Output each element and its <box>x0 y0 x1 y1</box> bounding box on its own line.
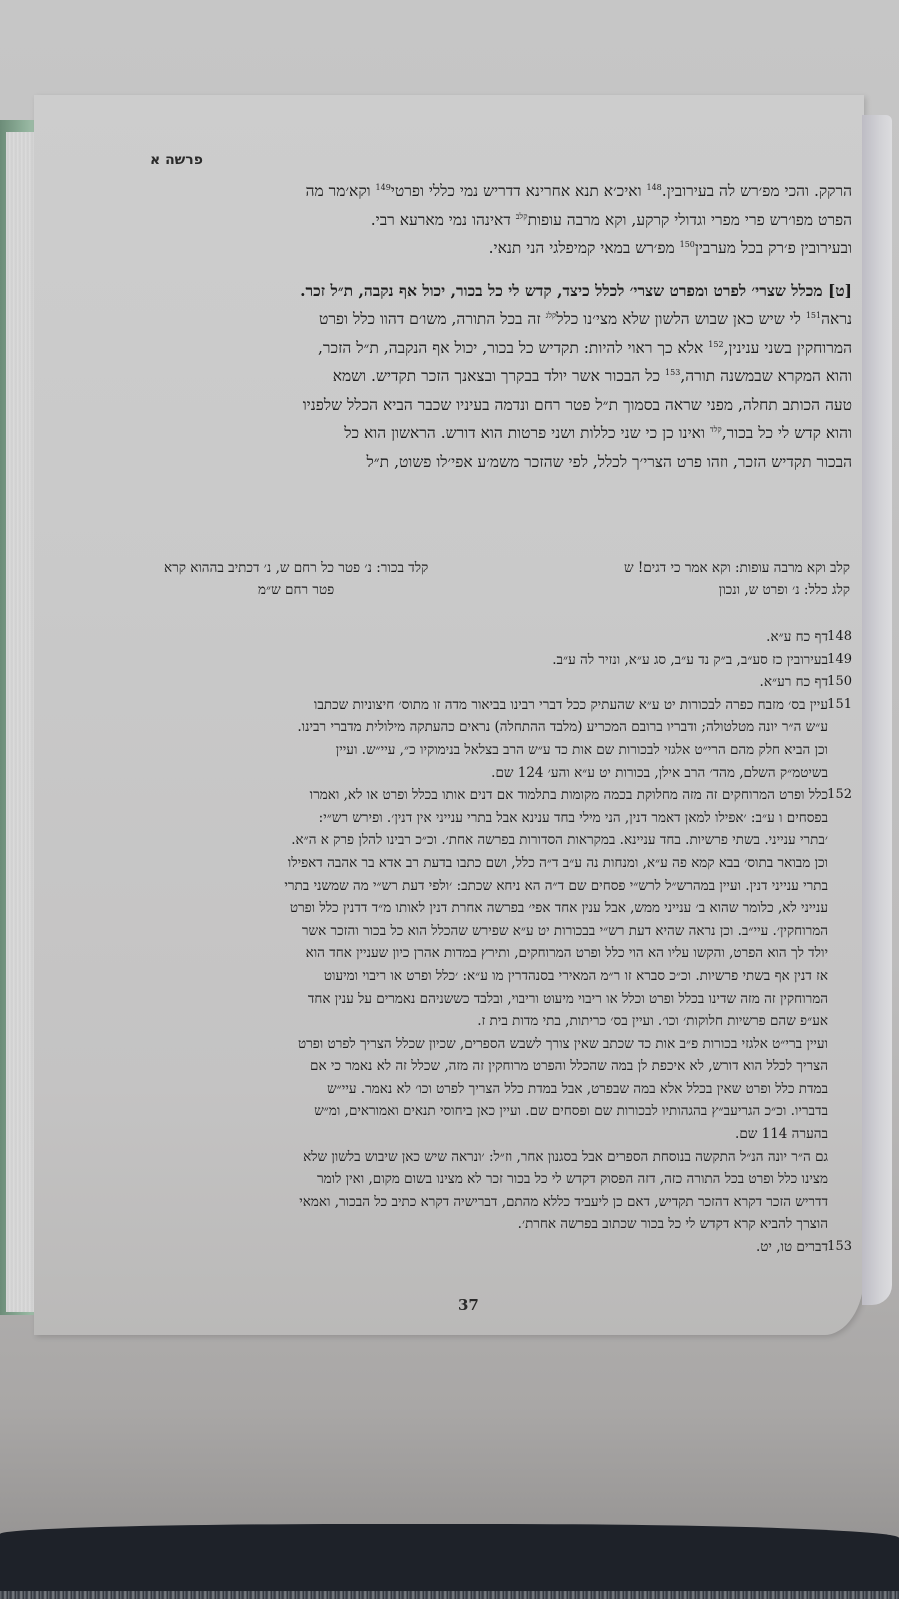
text-span: והוא קדש לי כל בכור, <box>721 424 852 442</box>
text-span: הפרט מפו׳רש פרי מפרי וגדולי קרקע, וקא מרבה עופות <box>527 210 852 229</box>
footnote-line: אז דנין אף בשתי פרשיות. וכ״כ סברא זו ר״מ המאירי בסנהדרין מו ע״א: ׳כלל ופרט או ריבוי ומיעוט <box>323 967 828 984</box>
text-span: זה בכל התורה, משו׳ם דהוו כלל ופרט <box>318 310 546 328</box>
footnote-line: דף כח ע״א. <box>766 629 828 645</box>
footnote-line: בשיטמ״ק השלם, מהד׳ הרב אילן, בכורות יט ע״א והע׳ 124 שם. <box>491 764 828 781</box>
margin-notes-left <box>164 557 428 601</box>
footnote-148 <box>150 626 852 649</box>
footnote-number: 150 <box>827 674 852 690</box>
footnote-line: אע״פ שהם פרשיות חלוקות׳ וכו׳. ועיין בס׳ כריתות, בתי מדות בית ז. <box>477 1013 828 1030</box>
page-stack-edge <box>6 132 36 1312</box>
footnote-number: 152 <box>827 787 852 803</box>
footnote-line: יולד לך הוא הפרט, והקשו עליו הא הוי כלל ופרט המרוחקים, ותירץ במדות אהרן כיון שעניין אחד הוא <box>305 945 828 962</box>
footnote-ref[interactable]: 150 <box>679 239 695 249</box>
main-paragraph-2-line-4 <box>108 362 852 391</box>
footnote-line: בדבריו. וכ״כ הגריעב״ץ בהגהותיו לבכורות שם ופסחים שם. ועיין כאן ביחוסי תנאים ואמוראים, ומ״ש <box>314 1103 828 1120</box>
footnote-line: וכן הביא חלק מהם הרי״ט אלגזי לבכורות שם אות כד ע״ש הרב בצלאל בנימוקיו כ״, עיי״ש. ועיין <box>335 741 828 758</box>
text-span: דאינהו נמי מארעא רבי. <box>370 210 516 229</box>
text-span: ואיכ׳א תנא אחרינא דדריש נמי כללי ופרטי <box>390 182 647 200</box>
text-span: מפ׳רש במאי קמיפלגי הני תנאי. <box>488 239 680 257</box>
footnote-ref[interactable]: 152 <box>708 339 724 349</box>
footnote-line: בהערה 114 שם. <box>735 1126 828 1143</box>
margin-note-ref[interactable]: קלב <box>515 211 528 221</box>
footnote-number: 151 <box>827 696 852 712</box>
text-span: והוא המקרא שבמשנה תורה, <box>680 367 852 385</box>
footnote-151 <box>150 694 852 784</box>
footnote-line: המרוחקין׳. עיי״ב. וכן נראה שהיא דעת רש״י בבכורות יט ע״א שפירש שהכלל הוא כל בכור והזכר אשר <box>301 922 828 939</box>
margin-note: קלג כלל: נ׳ ופרט ש, ונכון <box>718 582 850 598</box>
footnote-number: 149 <box>827 651 852 667</box>
footnote-line: בתרי ענייני דנין. ועיין במהרש״ל לרש״י פסחים שם ד״ה הא ניחא שכתב: ׳ולפי דעת רש״י מה שמשני בתרי <box>284 877 828 894</box>
footnote-line: דברים טו, יט. <box>755 1239 828 1256</box>
dark-surface-below-book <box>0 1524 899 1599</box>
footnote-line: ענייני לא, כלומר שהוא ב׳ ענייני ממש, אבל ענין אחד אפי׳ בפרשה אחרת דנין לאותו מ״ד דדנין כלל ופרט <box>289 900 828 917</box>
text-span: ואינו כן כי שני כללות ושני פרטות הוא דורש. הראשון הוא כל <box>344 424 710 442</box>
footnote-line: עיין בס׳ מזבח כפרה לבכורות יט ע״א שהעתיק ככל דברי רבינו בביאור מדה זו מתוס׳ חיצוניות שכתבו <box>313 696 828 713</box>
footnote-line: מצינו כלל ופרט בכל התורה כזה, דזה הפסוק דקדש לי כל בכור זכר לא מצינו בשום מקום, ואין לומר <box>316 1171 828 1188</box>
margin-note: פטר רחם ש״מ <box>258 582 335 598</box>
footnotes <box>150 626 852 1259</box>
footnote-ref[interactable]: 151 <box>805 310 822 320</box>
footnote-ref[interactable]: 148 <box>646 182 662 192</box>
margin-note-ref[interactable]: קלד <box>709 424 722 434</box>
footnote-number: 148 <box>827 629 852 644</box>
footnote-line: דדריש הזכר דקרא דהזכר תקדיש, דאם כן ליעביד כללא מהתם, דברישיה דקרא כתיב כל הבכור, ואמאי <box>299 1193 828 1210</box>
main-paragraph-2-line-7: הבכור תקדיש הזכר, וזהו פרט הצרי׳ך לכלל, לפי שהזכר משמ׳ע אפי׳לו פשוט, ת״ל <box>366 452 852 471</box>
main-paragraph-2-line-6 <box>108 419 852 448</box>
margin-note-ref[interactable]: קלג <box>545 310 557 320</box>
margin-notes <box>150 557 850 601</box>
footnote-line: הוצרך להביא קרא דקדש לי כל בכור שכתוב בפרשה אחרת׳. <box>517 1216 828 1233</box>
main-paragraph-2-line-3 <box>108 334 852 363</box>
margin-notes-right <box>624 557 850 601</box>
footnote-153 <box>150 1236 852 1259</box>
surface-texture <box>0 1591 899 1599</box>
footnote-line: כלל ופרט המרוחקים זה מזה מחלוקת בכמה מקומות בתלמוד אם דנים אותו בכלל ופרט או לא, ואמרו <box>309 787 828 804</box>
footnote-150 <box>150 671 852 694</box>
footnote-line: ׳בתרי ענייני. בשתי פרשיות. בחד עניינא. במקראות הסדורות בפרשה אחת׳. וכ״כ רבינו להלן פרק א ה״א. <box>291 832 828 849</box>
text-span: ובעירובין פ׳רק בכל מערבין <box>694 239 852 257</box>
page-number: 37 <box>458 1296 479 1314</box>
text-span: אלא כך ראוי להיות: תקדיש כל בכור, יכול אף הנקבה, ת״ל הזכר, <box>317 338 709 357</box>
footnote-line: בפסחים ו ע״ב: ׳אפילו למאן דאמר דנין, הני מילי בחד ענינא אבל בתרי ענייני אין דנין׳. ופירש רש״י: <box>318 809 828 826</box>
main-paragraph-1-line-2 <box>108 206 852 235</box>
footnote-line: דף כח רע״א. <box>759 674 828 691</box>
main-paragraph-2-line-2 <box>108 305 852 334</box>
text-span: וקא׳מר מה <box>305 182 376 200</box>
main-paragraph-2-line-5: טעה הכותב תחלה, מפני שראה בסמוך ת״ל פטר רחם ונדמה בעיניו שכבר הביא הכלל שלפניו <box>302 395 852 414</box>
text-span: נראה <box>821 310 852 328</box>
footnote-line: הצריך לכלל הוא דורש, לא איכפת לן במה שהכלל והפרט מרוחקין זה מזה, שכלל זה לא נאמר כי אם <box>310 1058 828 1075</box>
text-span: לי שיש כאן שבוש הלשון שלא מצי׳נו כלל <box>556 310 806 328</box>
footnote-number: 153 <box>827 1239 852 1255</box>
footnote-line: המרוחקין זה מזה שדינו בכלל ופרט וכלל או ריבוי מיעוט וריבוי, ובלבד כששניהם נאמרים על ענין אחד <box>307 990 828 1007</box>
page-curl-shadow <box>862 115 892 1305</box>
footnote-152 <box>150 784 852 1236</box>
footnote-line: ועיין ברי״ט אלגזי בכורות פ״ב אות כד שכתב שאין צורך לשבש הספרים, שכיון שכלל הצריך לפרט ופרט <box>297 1035 828 1052</box>
footnote-ref[interactable]: 153 <box>665 367 681 377</box>
text-span: כל הבכור אשר יולד בבקרך ובצאנך הזכר תקדיש. ושמא <box>332 367 666 385</box>
margin-note: קלב וקא מרבה עופות: וקא אמר כי דגים! ש <box>623 560 850 576</box>
footnote-line: ע״ש ה״ר יונה מטלטולה; ודבריו ברובם המכריע (מלבד ההתחלה) נראים כהעתקה מילולית מדברי רבינו. <box>297 719 828 736</box>
footnote-ref[interactable]: 149 <box>375 182 391 192</box>
footnote-line: במדת כלל ופרט שאין בכלל אלא במה שבפרט, אבל במדת כלל הצריך לפרט וכו׳ לא נאמר. עיי״ש <box>327 1080 828 1097</box>
running-head: פרשה א <box>150 152 203 168</box>
text-span: הרקק. והכי מפ׳רש לה בעירובין. <box>661 182 852 200</box>
section-heading-tet: [ט] מכלל שצרי׳ לפרט ומפרט שצרי׳ לכלל כיצד, קדש לי כל בכור, יכול אף נקבה, ת״ל זכר. <box>300 280 852 300</box>
footnote-149 <box>150 649 852 672</box>
footnote-line: וכן מבואר בתוס׳ בבא קמא פה ע״א, ומנחות נה ע״ב ד״ה כלל, ושם כתבו בדעת רב אדא בר אהבה דאפילו <box>287 854 828 871</box>
text-span: המרוחקין בשני ענינין, <box>723 338 852 357</box>
main-text <box>108 177 852 476</box>
margin-note: קלד בכור: נ׳ פטר כל רחם ש, נ׳ דכתיב בההוא קרא <box>164 560 429 576</box>
main-paragraph-1-line-3 <box>108 234 852 263</box>
footnote-line: בעירובין כז סע״ב, ב״ק נד ע״ב, סג ע״א, ונזיר לה ע״ב. <box>552 651 828 668</box>
footnote-line: גם ה״ר יונה הנ״ל התקשה בנוסחת הספרים אבל בסגנון אחר, וז״ל: ׳ונראה שיש כאן שיבוש בלשון שלא <box>303 1148 828 1165</box>
main-paragraph-1-line-1 <box>108 177 852 206</box>
